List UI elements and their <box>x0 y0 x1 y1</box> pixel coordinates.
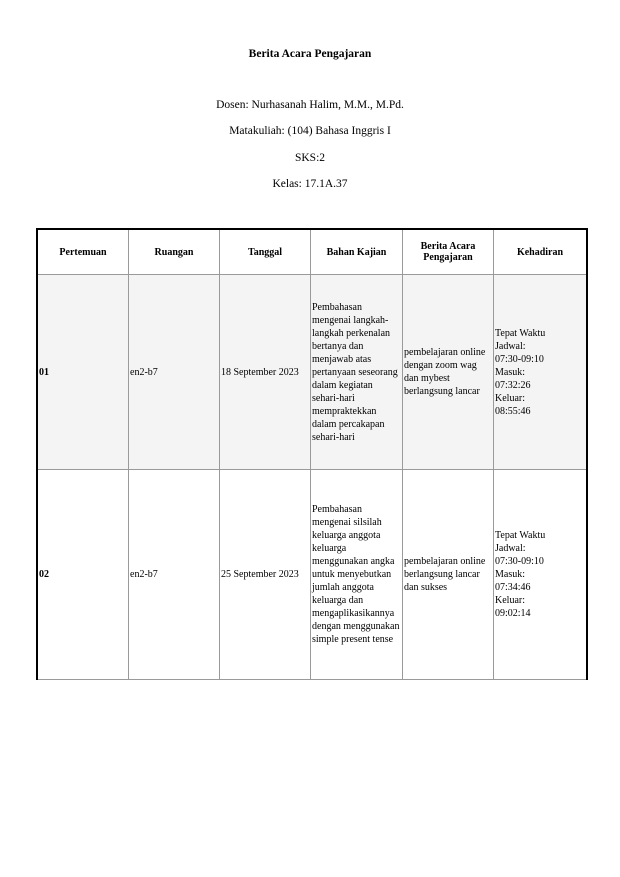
cell-berita-acara: pembelajaran online dengan zoom wag dan mybest berlangsung lancar <box>403 275 494 470</box>
page-title: Berita Acara Pengajaran <box>248 48 372 60</box>
header-ruangan: Ruangan <box>129 230 220 275</box>
cell-bahan-kajian: Pembahasan mengenai silsilah keluarga anggota keluarga menggunakan angka untuk menyebutkan jumlah anggota keluarga dan mengaplikasikannya dengan menggunakan simple present tense <box>311 470 403 680</box>
kehadiran-jadwal: 07:30-09:10 <box>495 556 544 567</box>
table-row <box>38 275 586 470</box>
cell-kehadiran <box>494 470 586 680</box>
kehadiran-status: Tepat Waktu <box>495 327 546 339</box>
header-berita-acara: Berita Acara Pengajaran <box>403 230 494 275</box>
matakuliah-line: Matakuliah: (104) Bahasa Inggris I <box>229 125 391 137</box>
header-bahan-kajian: Bahan Kajian <box>311 230 403 275</box>
header-tanggal: Tanggal <box>220 230 311 275</box>
cell-berita-acara: pembelajaran online berlangsung lancar dan sukses <box>403 470 494 680</box>
cell-kehadiran <box>494 275 586 470</box>
cell-ruangan: en2-b7 <box>129 470 220 680</box>
cell-pertemuan: 02 <box>38 470 129 680</box>
kehadiran-masuk-label: Masuk: <box>495 569 525 580</box>
kehadiran-keluar-label: Keluar: <box>495 392 525 404</box>
kehadiran-masuk-label: Masuk: <box>495 366 525 378</box>
cell-tanggal: 25 September 2023 <box>220 470 311 680</box>
kehadiran-masuk: 07:32:26 <box>495 379 531 391</box>
kehadiran-jadwal: 07:30-09:10 <box>495 353 544 365</box>
teaching-record-table <box>36 228 584 680</box>
table-row <box>38 470 586 680</box>
kehadiran-status: Tepat Waktu <box>495 530 546 541</box>
cell-tanggal: 18 September 2023 <box>220 275 311 470</box>
table-header-row <box>38 230 586 275</box>
header-pertemuan: Pertemuan <box>38 230 129 275</box>
header-kehadiran: Kehadiran <box>494 230 586 275</box>
cell-pertemuan: 01 <box>38 275 129 470</box>
kehadiran-jadwal-label: Jadwal: <box>495 543 526 554</box>
sks-line: SKS:2 <box>294 152 326 164</box>
kehadiran-keluar: 08:55:46 <box>495 405 531 417</box>
kehadiran-jadwal-label: Jadwal: <box>495 340 526 352</box>
kehadiran-keluar-label: Keluar: <box>495 595 525 606</box>
kelas-line: Kelas: 17.1A.37 <box>272 178 348 190</box>
cell-bahan-kajian: Pembahasan mengenai langkah-langkah perkenalan bertanya dan menjawab atas pertanyaan seseorang dalam kegiatan sehari-hari mempraktekkan dalam percakapan sehari-hari <box>311 275 403 470</box>
dosen-line: Dosen: Nurhasanah Halim, M.M., M.Pd. <box>216 99 404 111</box>
kehadiran-masuk: 07:34:46 <box>495 582 531 593</box>
cell-ruangan: en2-b7 <box>129 275 220 470</box>
kehadiran-keluar: 09:02:14 <box>495 608 531 619</box>
